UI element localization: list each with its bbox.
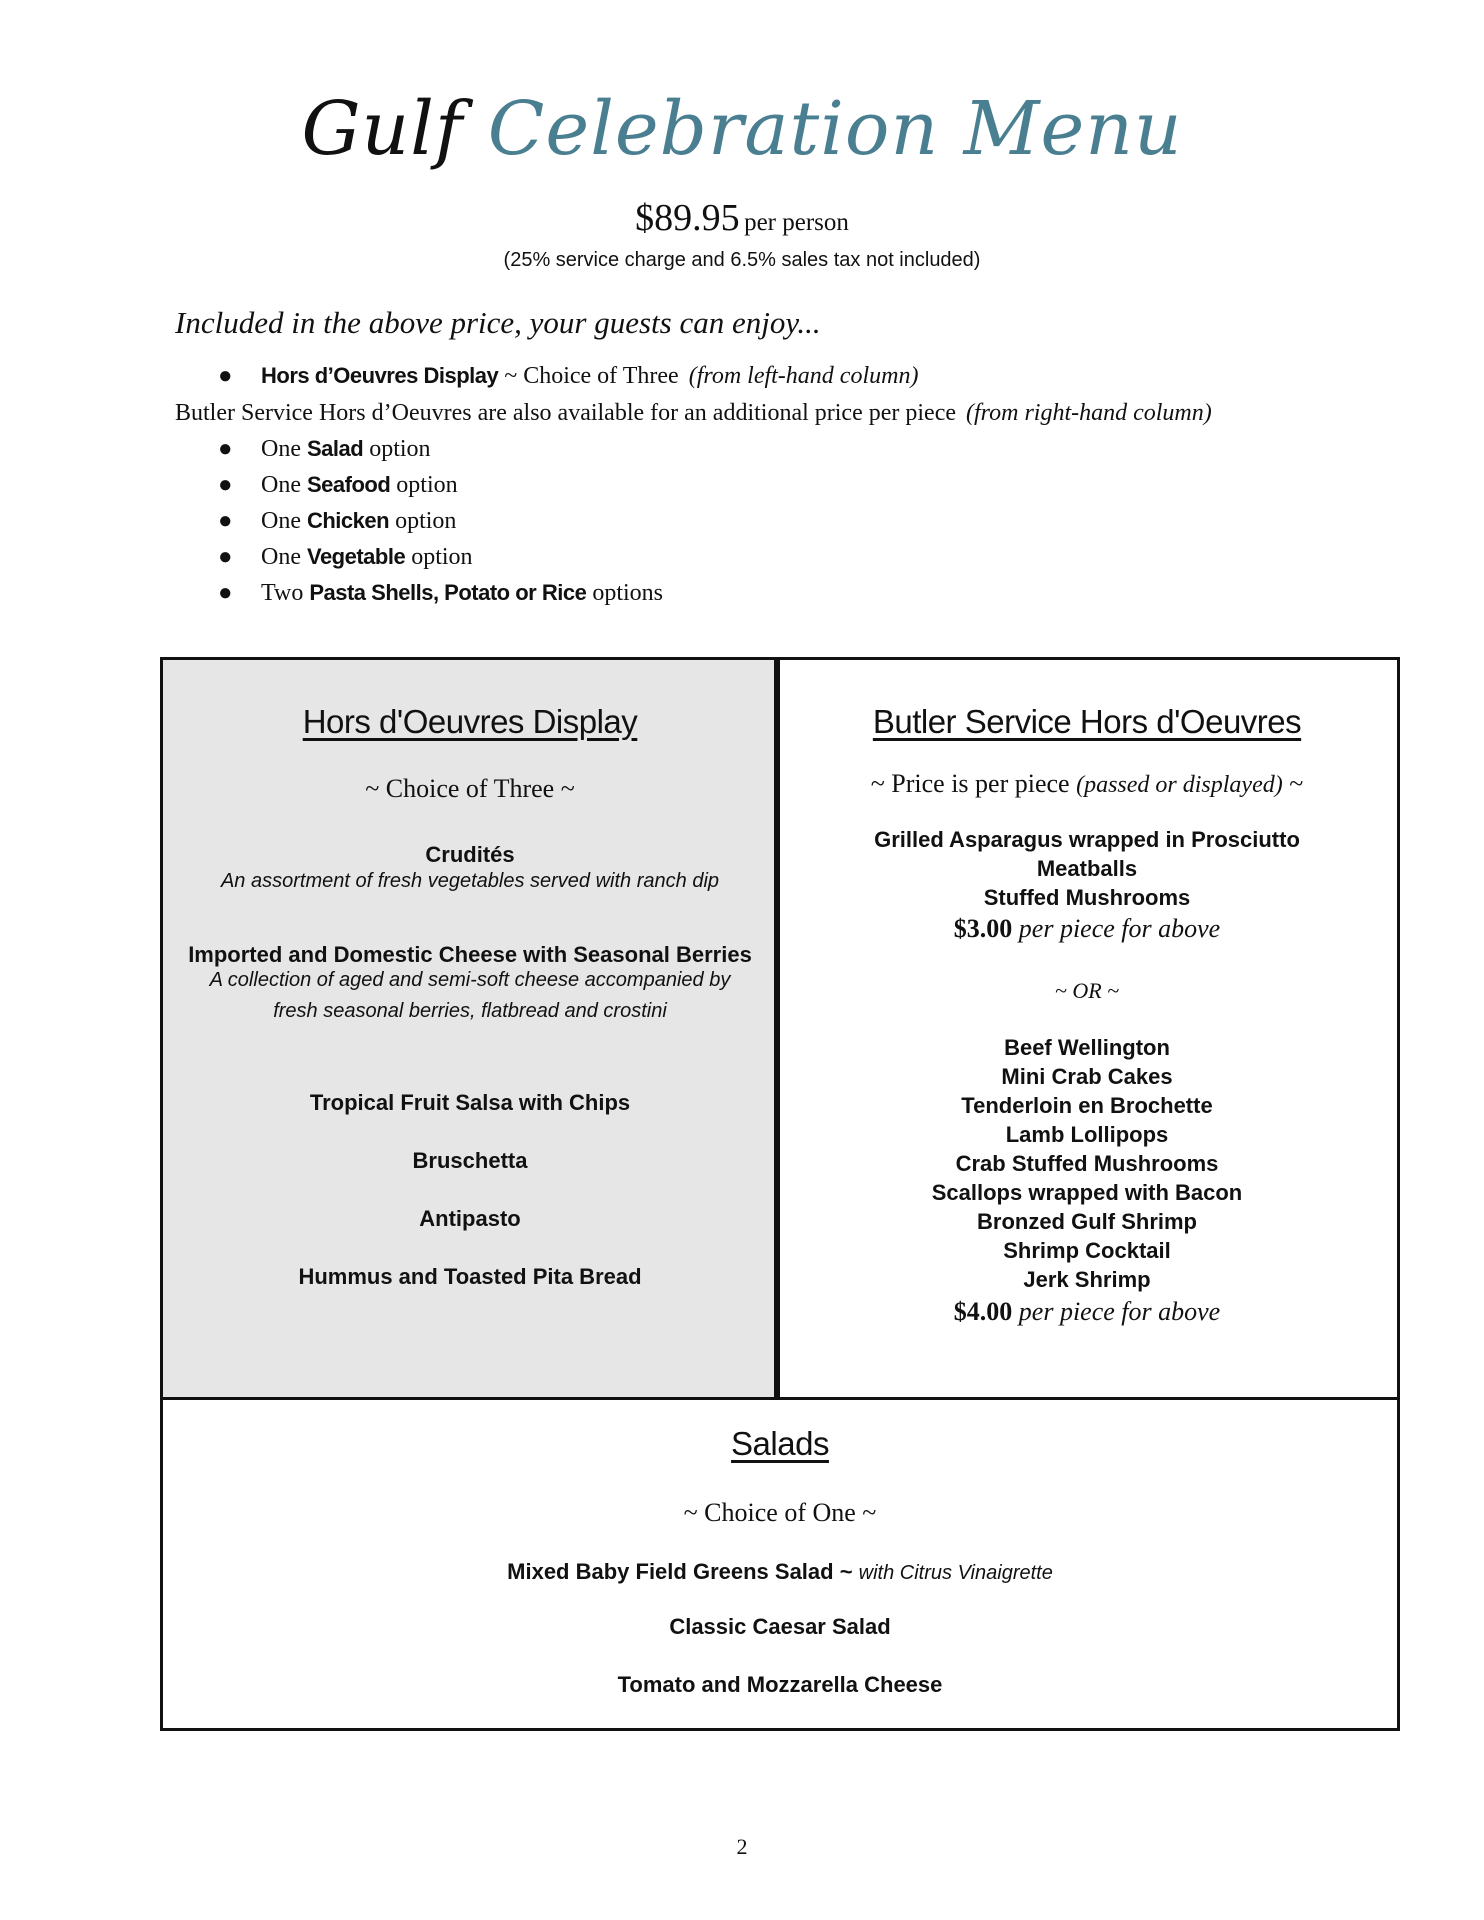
salads-panel xyxy=(160,1397,1400,1731)
menu-item-hummus: Hummus and Toasted Pita Bread xyxy=(298,1264,642,1289)
menu-item-description: An assortment of fresh vegetables served with ranch dip xyxy=(220,870,720,892)
inclusion-pre: One xyxy=(261,508,307,534)
bullet-icon: ● xyxy=(218,472,233,498)
salad-name: Tomato and Mozzarella Cheese xyxy=(617,1672,943,1697)
price-unit: per person xyxy=(744,209,849,236)
price-value: $3.00 xyxy=(953,914,1013,943)
menu-item: Shrimp Cocktail xyxy=(1003,1238,1171,1263)
menu-item-crudites: Crudités xyxy=(425,842,515,867)
menu-item: Crab Stuffed Mushrooms xyxy=(955,1151,1219,1176)
inclusion-bold: Pasta Shells, Potato or Rice xyxy=(309,580,587,605)
or-divider: ~ OR ~ xyxy=(1054,978,1120,1003)
inclusion-bold: Salad xyxy=(306,436,364,461)
salad-name: Mixed Baby Field Greens Salad xyxy=(507,1559,834,1584)
hors-doeuvres-display-panel xyxy=(160,657,780,1400)
menu-item-salsa: Tropical Fruit Salsa with Chips xyxy=(309,1090,631,1115)
butler-note-text: Butler Service Hors d’Oeuvres are also available for an additional price per piece xyxy=(175,400,956,426)
display-choice: ~ Choice of Three ~ xyxy=(365,774,575,803)
inclusion-pre: One xyxy=(261,436,307,462)
inclusion-post: option xyxy=(363,436,431,462)
bullet-icon: ● xyxy=(218,508,233,534)
menu-item-description: A collection of aged and semi-soft cheese accompanied by xyxy=(209,969,731,991)
price-note: (25% service charge and 6.5% sales tax not included) xyxy=(503,249,981,271)
butler-price-1 xyxy=(777,914,1397,944)
price-text: per piece for above xyxy=(1018,1297,1221,1326)
inclusion-item xyxy=(218,472,458,499)
butler-choice-italic: (passed or displayed) xyxy=(1076,772,1283,798)
inclusion-bold: Seafood xyxy=(306,472,391,497)
menu-item-description: fresh seasonal berries, flatbread and crostini xyxy=(273,1000,667,1022)
salad-item xyxy=(163,1559,1397,1585)
salad-item xyxy=(163,1614,1397,1640)
menu-item: Jerk Shrimp xyxy=(1023,1267,1151,1292)
inclusion-item xyxy=(218,544,473,571)
salad-name: Classic Caesar Salad xyxy=(669,1614,891,1639)
menu-item: Beef Wellington xyxy=(1004,1035,1170,1060)
inclusion-pre: Two xyxy=(261,580,310,606)
menu-item: Meatballs xyxy=(1036,856,1138,881)
menu-item: Scallops wrapped with Bacon xyxy=(931,1180,1243,1205)
inclusion-post: options xyxy=(586,580,663,606)
title-word-celebration-menu: Celebration Menu xyxy=(487,86,1183,172)
menu-item-cheese: Imported and Domestic Cheese with Seasonal Berries xyxy=(188,942,752,967)
butler-price-2 xyxy=(777,1297,1397,1327)
inclusion-item xyxy=(218,508,456,535)
menu-item: Tenderloin en Brochette xyxy=(961,1093,1213,1118)
butler-note-italic: (from right-hand column) xyxy=(966,400,1212,426)
inclusion-bold: Chicken xyxy=(306,508,390,533)
butler-choice xyxy=(777,769,1397,799)
butler-note xyxy=(175,400,1212,427)
inclusion-post: option xyxy=(390,472,458,498)
bullet-icon: ● xyxy=(218,363,233,389)
inclusion-text: ~ Choice of Three xyxy=(498,363,679,389)
menu-item: Mini Crab Cakes xyxy=(1001,1064,1173,1089)
inclusion-pre: One xyxy=(261,544,307,570)
inclusion-post: option xyxy=(389,508,457,534)
salad-item xyxy=(163,1672,1397,1698)
butler-choice-end: ~ xyxy=(1282,769,1304,798)
menu-item: Grilled Asparagus wrapped in Prosciutto xyxy=(874,827,1300,852)
inclusion-post: option xyxy=(405,544,473,570)
intro-text: Included in the above price, your guests can enjoy... xyxy=(175,305,821,340)
menu-item: Lamb Lollipops xyxy=(1005,1122,1169,1147)
inclusion-bold: Vegetable xyxy=(306,544,406,569)
salad-dressing: with Citrus Vinaigrette xyxy=(858,1562,1053,1584)
title-word-gulf: Gulf xyxy=(301,86,464,172)
display-heading: Hors d'Oeuvres Display xyxy=(302,703,638,740)
bullet-icon: ● xyxy=(218,544,233,570)
bullet-icon: ● xyxy=(218,580,233,606)
menu-item-bruschetta: Bruschetta xyxy=(412,1148,528,1173)
butler-group-1 xyxy=(777,825,1397,912)
price-text: per piece for above xyxy=(1018,914,1221,943)
salad-separator: ~ xyxy=(833,1559,859,1584)
inclusion-item xyxy=(218,363,918,390)
menu-item: Bronzed Gulf Shrimp xyxy=(977,1209,1197,1234)
menu-title xyxy=(0,86,1484,172)
page-number: 2 xyxy=(736,1834,748,1859)
inclusion-item xyxy=(218,580,663,607)
bullet-icon: ● xyxy=(218,436,233,462)
butler-group-2 xyxy=(777,1033,1397,1294)
inclusion-pre: One xyxy=(261,472,307,498)
inclusion-item xyxy=(218,436,431,463)
inclusion-italic: (from left-hand column) xyxy=(688,363,919,389)
butler-choice-text: ~ Price is per piece xyxy=(870,769,1070,798)
menu-item-antipasto: Antipasto xyxy=(419,1206,521,1231)
inclusion-bold: Hors d’Oeuvres Display xyxy=(261,363,499,388)
butler-service-panel xyxy=(777,657,1400,1400)
salads-heading: Salads xyxy=(731,1425,829,1462)
salads-choice: ~ Choice of One ~ xyxy=(683,1498,877,1527)
menu-item: Stuffed Mushrooms xyxy=(983,885,1191,910)
price-line xyxy=(0,196,1484,240)
price-value: $4.00 xyxy=(953,1297,1013,1326)
price-amount: $89.95 xyxy=(635,197,740,239)
butler-heading: Butler Service Hors d'Oeuvres xyxy=(872,703,1302,740)
